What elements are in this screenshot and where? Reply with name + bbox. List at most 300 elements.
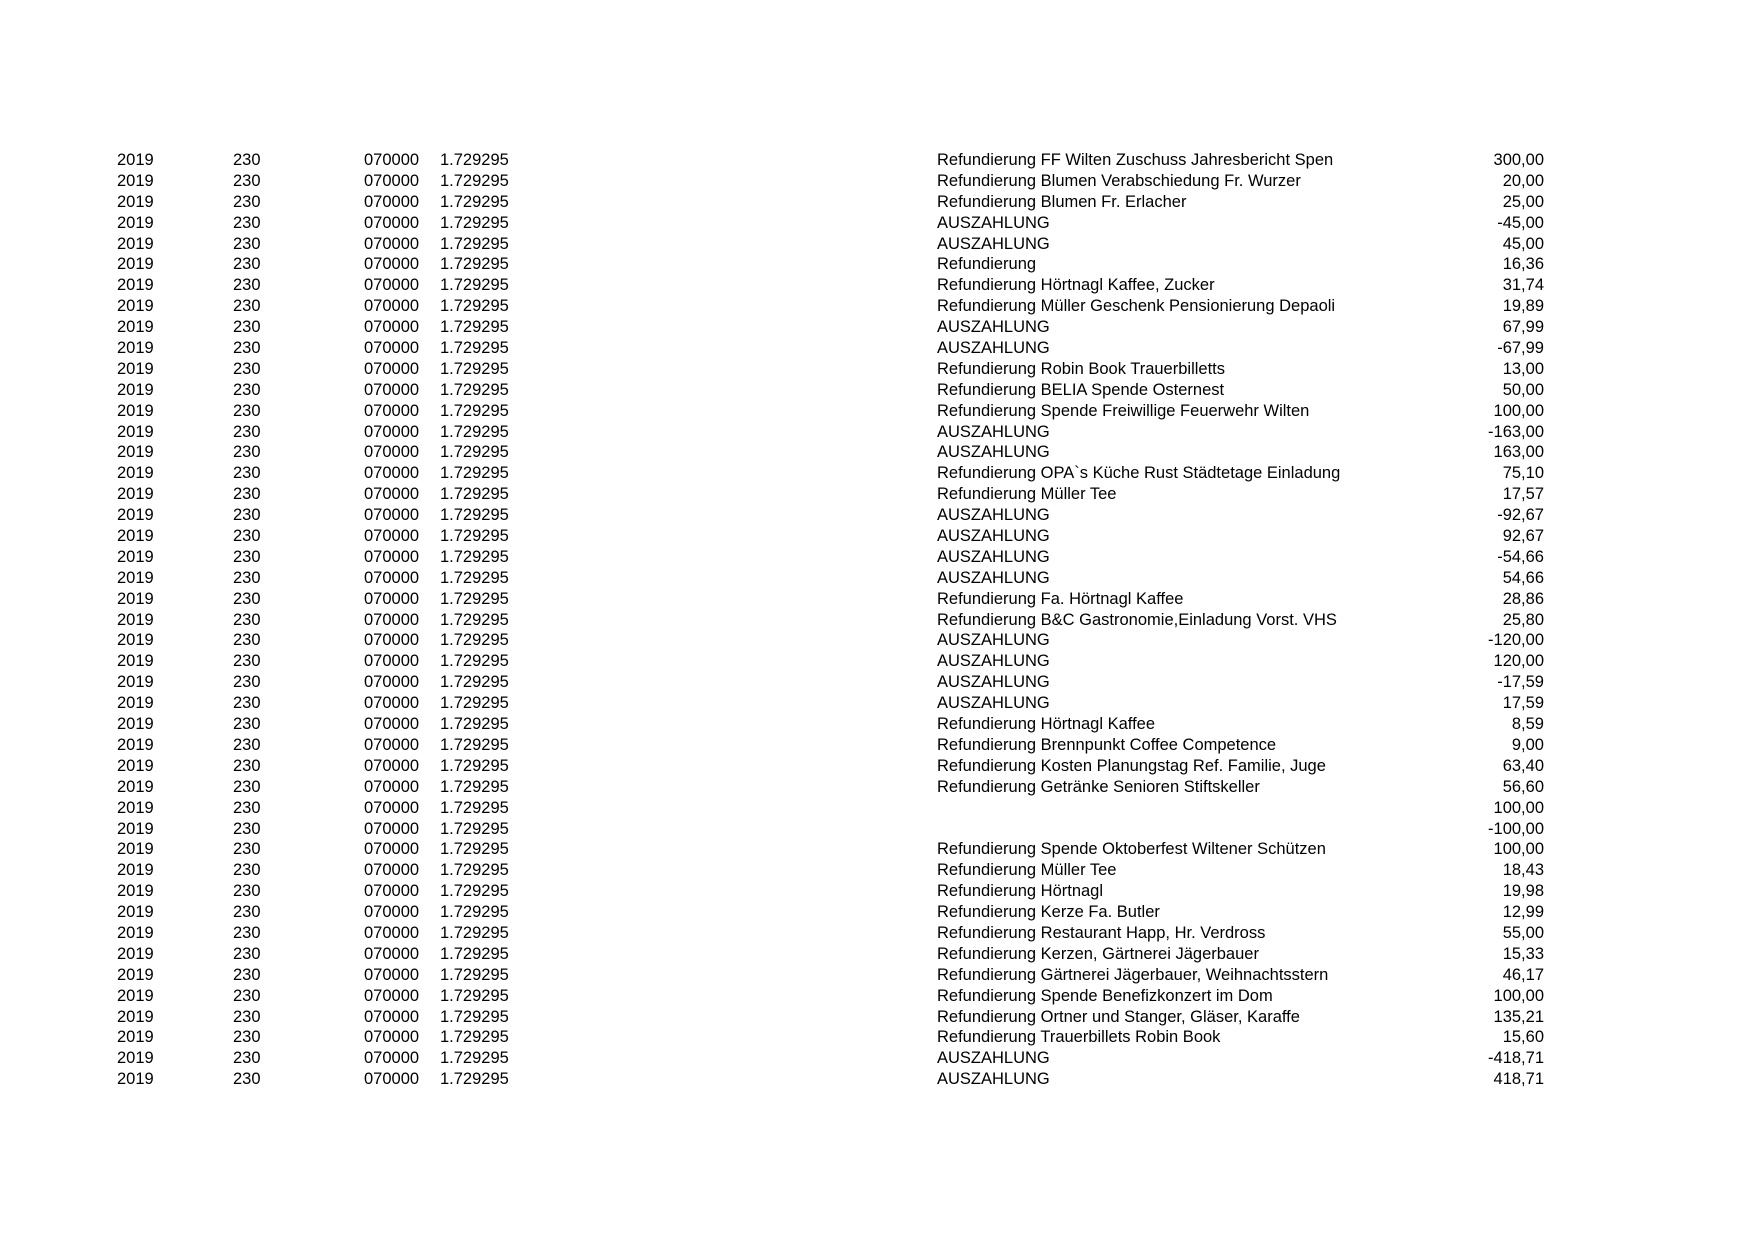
- cell-document-number: 1.729295: [440, 1070, 509, 1089]
- cell-posting-text: AUSZAHLUNG: [937, 694, 1050, 713]
- ledger-row: [0, 1069, 1754, 1090]
- cell-cost-center: 070000: [364, 673, 420, 692]
- cell-year: 2019: [117, 631, 154, 650]
- cell-year: 2019: [117, 422, 154, 441]
- cell-account: 230: [233, 527, 261, 546]
- cell-cost-center: 070000: [364, 777, 420, 796]
- cell-cost-center: 070000: [364, 1070, 420, 1089]
- cell-account: 230: [233, 882, 261, 901]
- cell-document-number: 1.729295: [440, 1007, 509, 1026]
- cell-account: 230: [233, 965, 261, 984]
- cell-year: 2019: [117, 192, 154, 211]
- cell-amount: 16,36: [1502, 255, 1544, 274]
- ledger-row: [0, 777, 1754, 798]
- cell-cost-center: 070000: [364, 318, 420, 337]
- cell-year: 2019: [117, 735, 154, 754]
- cell-posting-text: AUSZAHLUNG: [937, 422, 1050, 441]
- cell-document-number: 1.729295: [440, 213, 509, 232]
- cell-year: 2019: [117, 715, 154, 734]
- ledger-row: [0, 171, 1754, 192]
- cell-cost-center: 070000: [364, 422, 420, 441]
- cell-document-number: 1.729295: [440, 443, 509, 462]
- ledger-row: [0, 986, 1754, 1007]
- cell-posting-text: AUSZAHLUNG: [937, 652, 1050, 671]
- ledger-row: [0, 923, 1754, 944]
- cell-document-number: 1.729295: [440, 568, 509, 587]
- cell-year: 2019: [117, 318, 154, 337]
- cell-cost-center: 070000: [364, 631, 420, 650]
- cell-document-number: 1.729295: [440, 882, 509, 901]
- cell-amount: -100,00: [1488, 819, 1544, 838]
- ledger-row: [0, 192, 1754, 213]
- cell-cost-center: 070000: [364, 840, 420, 859]
- cell-document-number: 1.729295: [440, 297, 509, 316]
- cell-account: 230: [233, 923, 261, 942]
- cell-amount: -120,00: [1488, 631, 1544, 650]
- cell-year: 2019: [117, 882, 154, 901]
- cell-document-number: 1.729295: [440, 965, 509, 984]
- cell-amount: 18,43: [1502, 861, 1544, 880]
- cell-cost-center: 070000: [364, 923, 420, 942]
- cell-document-number: 1.729295: [440, 861, 509, 880]
- ledger-row: [0, 693, 1754, 714]
- cell-amount: -163,00: [1488, 422, 1544, 441]
- cell-cost-center: 070000: [364, 715, 420, 734]
- cell-document-number: 1.729295: [440, 589, 509, 608]
- cell-cost-center: 070000: [364, 568, 420, 587]
- cell-posting-text: AUSZAHLUNG: [937, 234, 1050, 253]
- ledger-row: [0, 380, 1754, 401]
- cell-posting-text: AUSZAHLUNG: [937, 506, 1050, 525]
- cell-amount: 12,99: [1502, 903, 1544, 922]
- cell-posting-text: AUSZAHLUNG: [937, 213, 1050, 232]
- cell-document-number: 1.729295: [440, 506, 509, 525]
- cell-document-number: 1.729295: [440, 234, 509, 253]
- cell-year: 2019: [117, 777, 154, 796]
- cell-account: 230: [233, 547, 261, 566]
- cell-amount: 67,99: [1502, 318, 1544, 337]
- cell-account: 230: [233, 1070, 261, 1089]
- cell-posting-text: Refundierung Müller Geschenk Pensionierung Depaoli: [937, 297, 1336, 316]
- cell-document-number: 1.729295: [440, 339, 509, 358]
- cell-cost-center: 070000: [364, 1028, 420, 1047]
- cell-account: 230: [233, 673, 261, 692]
- cell-year: 2019: [117, 213, 154, 232]
- cell-posting-text: AUSZAHLUNG: [937, 339, 1050, 358]
- cell-document-number: 1.729295: [440, 1028, 509, 1047]
- cell-year: 2019: [117, 443, 154, 462]
- cell-cost-center: 070000: [364, 380, 420, 399]
- cell-year: 2019: [117, 986, 154, 1005]
- cell-year: 2019: [117, 944, 154, 963]
- cell-document-number: 1.729295: [440, 1049, 509, 1068]
- cell-posting-text: Refundierung BELIA Spende Osternest: [937, 380, 1225, 399]
- cell-account: 230: [233, 589, 261, 608]
- cell-posting-text: AUSZAHLUNG: [937, 1070, 1050, 1089]
- cell-posting-text: Refundierung Hörtnagl Kaffee: [937, 715, 1156, 734]
- cell-year: 2019: [117, 151, 154, 169]
- cell-document-number: 1.729295: [440, 840, 509, 859]
- cell-cost-center: 070000: [364, 464, 420, 483]
- ledger-row: [0, 296, 1754, 317]
- cell-year: 2019: [117, 694, 154, 713]
- cell-amount: 20,00: [1502, 171, 1544, 190]
- cell-document-number: 1.729295: [440, 715, 509, 734]
- cell-cost-center: 070000: [364, 255, 420, 274]
- cell-posting-text: Refundierung Gärtnerei Jägerbauer, Weihnachtsstern: [937, 965, 1329, 984]
- cell-amount: -418,71: [1488, 1049, 1544, 1068]
- ledger-row: [0, 881, 1754, 902]
- cell-posting-text: Refundierung OPA`s Küche Rust Städtetage Einladung: [937, 464, 1341, 483]
- cell-year: 2019: [117, 965, 154, 984]
- cell-document-number: 1.729295: [440, 986, 509, 1005]
- cell-account: 230: [233, 610, 261, 629]
- cell-cost-center: 070000: [364, 610, 420, 629]
- ledger-row: [0, 1007, 1754, 1028]
- ledger-row: [0, 839, 1754, 860]
- cell-document-number: 1.729295: [440, 756, 509, 775]
- cell-year: 2019: [117, 568, 154, 587]
- ledger-row: [0, 401, 1754, 422]
- cell-posting-text: Refundierung Trauerbillets Robin Book: [937, 1028, 1221, 1047]
- cell-account: 230: [233, 151, 261, 169]
- ledger-row: [0, 275, 1754, 296]
- cell-account: 230: [233, 192, 261, 211]
- cell-account: 230: [233, 380, 261, 399]
- cell-document-number: 1.729295: [440, 694, 509, 713]
- cell-posting-text: AUSZAHLUNG: [937, 527, 1050, 546]
- ledger-row: [0, 610, 1754, 631]
- cell-account: 230: [233, 568, 261, 587]
- cell-posting-text: AUSZAHLUNG: [937, 547, 1050, 566]
- cell-amount: 56,60: [1502, 777, 1544, 796]
- cell-amount: 100,00: [1493, 840, 1544, 859]
- cell-account: 230: [233, 464, 261, 483]
- ledger-row: [0, 672, 1754, 693]
- cell-year: 2019: [117, 923, 154, 942]
- cell-amount: -54,66: [1497, 547, 1544, 566]
- cell-cost-center: 070000: [364, 297, 420, 316]
- ledger-row: [0, 756, 1754, 777]
- cell-amount: 17,59: [1502, 694, 1544, 713]
- cell-amount: 31,74: [1502, 276, 1544, 295]
- cell-document-number: 1.729295: [440, 422, 509, 441]
- cell-document-number: 1.729295: [440, 944, 509, 963]
- cell-year: 2019: [117, 255, 154, 274]
- cell-year: 2019: [117, 840, 154, 859]
- cell-account: 230: [233, 171, 261, 190]
- cell-document-number: 1.729295: [440, 401, 509, 420]
- cell-account: 230: [233, 840, 261, 859]
- ledger-row: [0, 317, 1754, 338]
- cell-account: 230: [233, 255, 261, 274]
- cell-amount: 46,17: [1502, 965, 1544, 984]
- cell-account: 230: [233, 213, 261, 232]
- cell-account: 230: [233, 715, 261, 734]
- cell-cost-center: 070000: [364, 443, 420, 462]
- cell-document-number: 1.729295: [440, 485, 509, 504]
- cell-account: 230: [233, 986, 261, 1005]
- cell-year: 2019: [117, 276, 154, 295]
- ledger-row: [0, 902, 1754, 923]
- cell-amount: 13,00: [1502, 359, 1544, 378]
- cell-year: 2019: [117, 359, 154, 378]
- cell-year: 2019: [117, 1028, 154, 1047]
- cell-account: 230: [233, 506, 261, 525]
- cell-year: 2019: [117, 297, 154, 316]
- cell-amount: 15,33: [1502, 944, 1544, 963]
- cell-amount: -67,99: [1497, 339, 1544, 358]
- cell-year: 2019: [117, 234, 154, 253]
- cell-posting-text: Refundierung FF Wilten Zuschuss Jahresbericht Spen: [937, 151, 1334, 169]
- ledger-row: [0, 798, 1754, 819]
- cell-cost-center: 070000: [364, 756, 420, 775]
- cell-posting-text: Refundierung Blumen Fr. Erlacher: [937, 192, 1187, 211]
- cell-amount: 17,57: [1502, 485, 1544, 504]
- cell-document-number: 1.729295: [440, 151, 509, 169]
- cell-year: 2019: [117, 756, 154, 775]
- cell-year: 2019: [117, 652, 154, 671]
- cell-account: 230: [233, 359, 261, 378]
- cell-cost-center: 070000: [364, 589, 420, 608]
- ledger-row: [0, 526, 1754, 547]
- cell-posting-text: Refundierung Spende Freiwillige Feuerwehr Wilten: [937, 401, 1310, 420]
- cell-cost-center: 070000: [364, 819, 420, 838]
- cell-cost-center: 070000: [364, 735, 420, 754]
- ledger-row: [0, 651, 1754, 672]
- ledger-row: [0, 1048, 1754, 1069]
- cell-posting-text: Refundierung Blumen Verabschiedung Fr. Wurzer: [937, 171, 1301, 190]
- ledger-row: [0, 589, 1754, 610]
- cell-document-number: 1.729295: [440, 171, 509, 190]
- cell-year: 2019: [117, 798, 154, 817]
- cell-account: 230: [233, 798, 261, 817]
- cell-document-number: 1.729295: [440, 798, 509, 817]
- cell-cost-center: 070000: [364, 234, 420, 253]
- cell-posting-text: Refundierung B&C Gastronomie,Einladung Vorst. VHS: [937, 610, 1337, 629]
- cell-posting-text: Refundierung Kosten Planungstag Ref. Familie, Juge: [937, 756, 1326, 775]
- cell-account: 230: [233, 276, 261, 295]
- cell-document-number: 1.729295: [440, 380, 509, 399]
- cell-amount: 100,00: [1493, 986, 1544, 1005]
- cell-posting-text: AUSZAHLUNG: [937, 318, 1050, 337]
- cell-amount: 19,89: [1502, 297, 1544, 316]
- cell-year: 2019: [117, 339, 154, 358]
- cell-document-number: 1.729295: [440, 610, 509, 629]
- cell-account: 230: [233, 318, 261, 337]
- cell-account: 230: [233, 756, 261, 775]
- cell-year: 2019: [117, 1070, 154, 1089]
- cell-posting-text: Refundierung Spende Benefizkonzert im Dom: [937, 986, 1273, 1005]
- cell-amount: 9,00: [1511, 735, 1544, 754]
- cell-posting-text: Refundierung Robin Book Trauerbilletts: [937, 359, 1226, 378]
- cell-amount: 63,40: [1502, 756, 1544, 775]
- cell-document-number: 1.729295: [440, 464, 509, 483]
- ledger-row: [0, 359, 1754, 380]
- ledger-row: [0, 965, 1754, 986]
- cell-posting-text: Refundierung Restaurant Happ, Hr. Verdross: [937, 923, 1266, 942]
- cell-posting-text: Refundierung Spende Oktoberfest Wiltener Schützen: [937, 840, 1326, 859]
- cell-year: 2019: [117, 464, 154, 483]
- cell-year: 2019: [117, 547, 154, 566]
- cell-account: 230: [233, 422, 261, 441]
- cell-account: 230: [233, 903, 261, 922]
- cell-posting-text: AUSZAHLUNG: [937, 631, 1050, 650]
- ledger-row: [0, 234, 1754, 255]
- cell-year: 2019: [117, 903, 154, 922]
- cell-amount: -17,59: [1497, 673, 1544, 692]
- cell-year: 2019: [117, 673, 154, 692]
- cell-account: 230: [233, 861, 261, 880]
- cell-document-number: 1.729295: [440, 318, 509, 337]
- cell-year: 2019: [117, 171, 154, 190]
- cell-document-number: 1.729295: [440, 547, 509, 566]
- cell-amount: 75,10: [1502, 464, 1544, 483]
- ledger-row: [0, 463, 1754, 484]
- cell-cost-center: 070000: [364, 485, 420, 504]
- cell-amount: 54,66: [1502, 568, 1544, 587]
- cell-cost-center: 070000: [364, 882, 420, 901]
- cell-account: 230: [233, 339, 261, 358]
- ledger-row: [0, 630, 1754, 651]
- cell-account: 230: [233, 1007, 261, 1026]
- cell-amount: 25,80: [1502, 610, 1544, 629]
- cell-year: 2019: [117, 527, 154, 546]
- ledger-row: [0, 714, 1754, 735]
- ledger-row: [0, 1027, 1754, 1048]
- cell-cost-center: 070000: [364, 213, 420, 232]
- ledger-row: [0, 150, 1754, 171]
- cell-cost-center: 070000: [364, 527, 420, 546]
- cell-posting-text: Refundierung: [937, 255, 1037, 274]
- cell-posting-text: AUSZAHLUNG: [937, 1049, 1050, 1068]
- cell-amount: 28,86: [1502, 589, 1544, 608]
- cell-account: 230: [233, 944, 261, 963]
- cell-cost-center: 070000: [364, 652, 420, 671]
- cell-cost-center: 070000: [364, 276, 420, 295]
- ledger-row: [0, 442, 1754, 463]
- cell-document-number: 1.729295: [440, 673, 509, 692]
- ledger-table: [0, 150, 1754, 1090]
- ledger-row: [0, 568, 1754, 589]
- cell-document-number: 1.729295: [440, 359, 509, 378]
- cell-document-number: 1.729295: [440, 652, 509, 671]
- cell-document-number: 1.729295: [440, 735, 509, 754]
- cell-cost-center: 070000: [364, 944, 420, 963]
- cell-year: 2019: [117, 1049, 154, 1068]
- cell-amount: 100,00: [1493, 401, 1544, 420]
- ledger-row: [0, 819, 1754, 840]
- cell-document-number: 1.729295: [440, 276, 509, 295]
- cell-cost-center: 070000: [364, 151, 420, 169]
- cell-cost-center: 070000: [364, 359, 420, 378]
- ledger-row: [0, 484, 1754, 505]
- cell-posting-text: Refundierung Kerze Fa. Butler: [937, 903, 1160, 922]
- cell-account: 230: [233, 652, 261, 671]
- cell-posting-text: Refundierung Fa. Hörtnagl Kaffee: [937, 589, 1184, 608]
- ledger-row: [0, 505, 1754, 526]
- cell-account: 230: [233, 735, 261, 754]
- cell-document-number: 1.729295: [440, 527, 509, 546]
- cell-year: 2019: [117, 819, 154, 838]
- cell-posting-text: Refundierung Ortner und Stanger, Gläser, Karaffe: [937, 1007, 1300, 1026]
- cell-account: 230: [233, 297, 261, 316]
- ledger-row: [0, 338, 1754, 359]
- cell-amount: 135,21: [1493, 1007, 1544, 1026]
- cell-account: 230: [233, 1028, 261, 1047]
- cell-amount: 92,67: [1502, 527, 1544, 546]
- cell-account: 230: [233, 485, 261, 504]
- ledger-row: [0, 213, 1754, 234]
- cell-year: 2019: [117, 506, 154, 525]
- cell-year: 2019: [117, 380, 154, 399]
- ledger-row: [0, 254, 1754, 275]
- cell-account: 230: [233, 1049, 261, 1068]
- cell-cost-center: 070000: [364, 986, 420, 1005]
- cell-cost-center: 070000: [364, 694, 420, 713]
- cell-amount: 25,00: [1502, 192, 1544, 211]
- cell-amount: 19,98: [1502, 882, 1544, 901]
- cell-amount: 50,00: [1502, 380, 1544, 399]
- cell-amount: 163,00: [1493, 443, 1544, 462]
- ledger-row: [0, 547, 1754, 568]
- cell-document-number: 1.729295: [440, 819, 509, 838]
- cell-amount: 8,59: [1511, 715, 1544, 734]
- cell-account: 230: [233, 631, 261, 650]
- cell-year: 2019: [117, 610, 154, 629]
- cell-document-number: 1.729295: [440, 631, 509, 650]
- ledger-row: [0, 735, 1754, 756]
- cell-year: 2019: [117, 401, 154, 420]
- cell-cost-center: 070000: [364, 903, 420, 922]
- cell-document-number: 1.729295: [440, 255, 509, 274]
- cell-amount: 418,71: [1493, 1070, 1544, 1089]
- cell-amount: 45,00: [1502, 234, 1544, 253]
- cell-document-number: 1.729295: [440, 903, 509, 922]
- cell-cost-center: 070000: [364, 192, 420, 211]
- ledger-row: [0, 944, 1754, 965]
- cell-posting-text: Refundierung Kerzen, Gärtnerei Jägerbauer: [937, 944, 1259, 963]
- cell-amount: 55,00: [1502, 923, 1544, 942]
- cell-account: 230: [233, 234, 261, 253]
- cell-account: 230: [233, 819, 261, 838]
- cell-cost-center: 070000: [364, 171, 420, 190]
- cell-document-number: 1.729295: [440, 923, 509, 942]
- cell-document-number: 1.729295: [440, 192, 509, 211]
- cell-posting-text: AUSZAHLUNG: [937, 568, 1050, 587]
- ledger-row: [0, 860, 1754, 881]
- cell-posting-text: Refundierung Müller Tee: [937, 485, 1117, 504]
- cell-amount: 300,00: [1493, 151, 1544, 169]
- cell-posting-text: Refundierung Müller Tee: [937, 861, 1117, 880]
- cell-posting-text: Refundierung Getränke Senioren Stiftskeller: [937, 777, 1260, 796]
- cell-posting-text: AUSZAHLUNG: [937, 673, 1050, 692]
- cell-posting-text: Refundierung Brennpunkt Coffee Competence: [937, 735, 1277, 754]
- ledger-row: [0, 422, 1754, 443]
- cell-cost-center: 070000: [364, 965, 420, 984]
- cell-account: 230: [233, 401, 261, 420]
- cell-year: 2019: [117, 589, 154, 608]
- cell-year: 2019: [117, 1007, 154, 1026]
- cell-account: 230: [233, 777, 261, 796]
- cell-cost-center: 070000: [364, 547, 420, 566]
- cell-amount: 120,00: [1493, 652, 1544, 671]
- cell-amount: 100,00: [1493, 798, 1544, 817]
- cell-cost-center: 070000: [364, 339, 420, 358]
- cell-document-number: 1.729295: [440, 777, 509, 796]
- cell-cost-center: 070000: [364, 861, 420, 880]
- cell-cost-center: 070000: [364, 401, 420, 420]
